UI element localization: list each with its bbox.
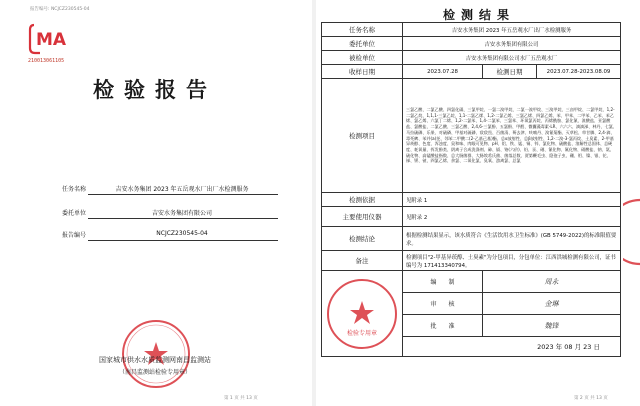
cover-field-value: NCJCZ230545-04	[156, 230, 208, 237]
table-row	[322, 79, 621, 193]
edge-seal-icon	[623, 0, 640, 406]
row-value: 吉安水务集团 2023 年五岳观水厂出厂水检测服务	[403, 23, 621, 37]
edge-seal	[623, 0, 640, 406]
test-date: 2023.07.28-2023.08.09	[537, 65, 621, 79]
report-date: 2023 年 08 月 23 日	[403, 337, 621, 357]
test-items: 三氯乙酸、二氯乙酸、四氯化碳、三氯甲烷、一氯二溴甲烷、二氯一溴甲烷、三溴甲烷、三卤甲烷、二氯甲烷、1,2-二氯乙烷、1,1,1-三氯乙烷、1,1-二氯乙烯、1,2-二氯乙烯、三氯乙烯、四氯乙烯、苯、甲苯、二甲苯、乙苯、苯乙烯、氯乙烯、六氯丁二烯、1,2-二氯苯、1,4-二氯苯、三氯苯、环氧氯丙烷、丙烯酰胺、氯化氰、溴酸盐、亚氯酸盐、氯酸盐、二氯乙酸、三氯乙酸、2,4,6-三氯酚、五氯酚、甲醛、微囊藻毒素-LR、六六六、滴滴涕、林丹、七氯、马拉硫磷、乐果、对硫磷、甲基对硫磷、敌敌畏、百菌清、莠去津、呋喃丹、溴氰菊酯、灭草松、草甘膦、2,4-滴、毒死蜱、苯并(a)芘、邻苯二甲酸二(2-乙基己基)酯、总α放射性、总β放射性、1,2-二溴-3-氯丙烷、土臭素、2-甲基异莰醇、色度、浑浊度、臭和味、肉眼可见物、pH、铝、铁、锰、铜、锌、氯化物、硫酸盐、溶解性总固体、总硬度、耗氧量、挥发酚类、阴离子合成洗涤剂、砷、镉、铬(六价)、铅、汞、硒、氰化物、氟化物、硝酸盐、钠、氨、硫化物、高锰酸盐指数、总大肠菌群、大肠埃希氏菌、菌落总数、贾第鞭毛虫、隐孢子虫、硼、钼、镍、银、铊、锑、钡、铍、四氯乙烯、余氯、二氧化氯、臭氧、游离氯、总氯	[403, 79, 621, 193]
row-value: 吉安水务集团有限公司	[403, 37, 621, 51]
cover-organization: 国家城市供水水质监测网南昌监测站	[99, 356, 211, 364]
row-label: 被检单位	[322, 51, 403, 65]
cover-organization-seal-note: （南昌监测站检验专用章）	[118, 369, 191, 376]
cover-page	[0, 0, 310, 406]
cover-title: 检验报告	[93, 77, 217, 102]
inspection-seal-icon	[120, 318, 192, 390]
instrument-value: 见附录 2	[403, 207, 621, 227]
test-date-label: 检测日期	[483, 65, 537, 79]
cover-field-label: 任务名称	[62, 186, 87, 193]
cma-logo-text: MA	[35, 30, 67, 50]
conclusion-label: 检测结论	[322, 227, 403, 251]
cover-report-number: 报告编号: NCJCZ230545-04	[30, 7, 90, 12]
table-row	[322, 193, 621, 207]
row-label: 委托单位	[322, 37, 403, 51]
sig-label: 编 制	[403, 271, 483, 293]
cover-field-label: 报告编号	[62, 232, 87, 239]
signature: 魏锋	[483, 315, 621, 337]
row-value: 吉安水务集团有限公司水厂五岳观水厂	[403, 51, 621, 65]
row-label: 任务名称	[322, 23, 403, 37]
results-page	[318, 0, 640, 406]
basis-label: 检测依据	[322, 193, 403, 207]
results-page-number: 第 2 页 共 13 页	[574, 396, 608, 401]
cma-certificate-number: 210013061105	[28, 58, 65, 64]
remark-label: 备注	[322, 251, 403, 271]
test-seal-icon	[325, 277, 399, 351]
receipt-date-label: 收样日期	[322, 65, 403, 79]
table-row	[322, 227, 621, 251]
cover-page-number: 第 1 页 共 13 页	[224, 396, 258, 401]
cma-logo-icon	[26, 22, 76, 56]
page-divider	[312, 0, 316, 406]
test-items-label: 检测项目	[322, 79, 403, 193]
table-row	[322, 23, 621, 37]
instrument-label: 主要使用仪器	[322, 207, 403, 227]
table-row	[322, 207, 621, 227]
results-title: 检测结果	[442, 8, 515, 22]
signature: 周永	[483, 271, 621, 293]
signature: 金琳	[483, 293, 621, 315]
table-row	[322, 271, 621, 293]
signature-seal-cell	[322, 271, 403, 357]
table-row	[322, 37, 621, 51]
table-row	[322, 251, 621, 271]
table-row	[322, 51, 621, 65]
basis-value: 见附录 1	[403, 193, 621, 207]
sig-label: 审 核	[403, 293, 483, 315]
conclusion-value: 根据检测结果显示，该水质符合《生活饮用水卫生标准》(GB 5749-2022)的标准限值要求。	[403, 227, 621, 251]
sig-label: 批 准	[403, 315, 483, 337]
cover-field-value: 吉安水务集团有限公司	[151, 210, 212, 217]
cover-field-label: 委托单位	[62, 210, 87, 217]
table-row	[322, 65, 621, 79]
receipt-date: 2023.07.28	[403, 65, 483, 79]
remark-value: 检测项目"2-甲基异莰醇、土臭素"为分包项目，分包单位：江西洪城检测有限公司，证书编号为 171413340794。	[403, 251, 621, 271]
results-table	[321, 22, 621, 357]
cover-field-value: 吉安水务集团 2023 年五岳观水厂出厂水检测服务	[115, 186, 249, 193]
seal-text: 检验专用章	[346, 329, 378, 337]
